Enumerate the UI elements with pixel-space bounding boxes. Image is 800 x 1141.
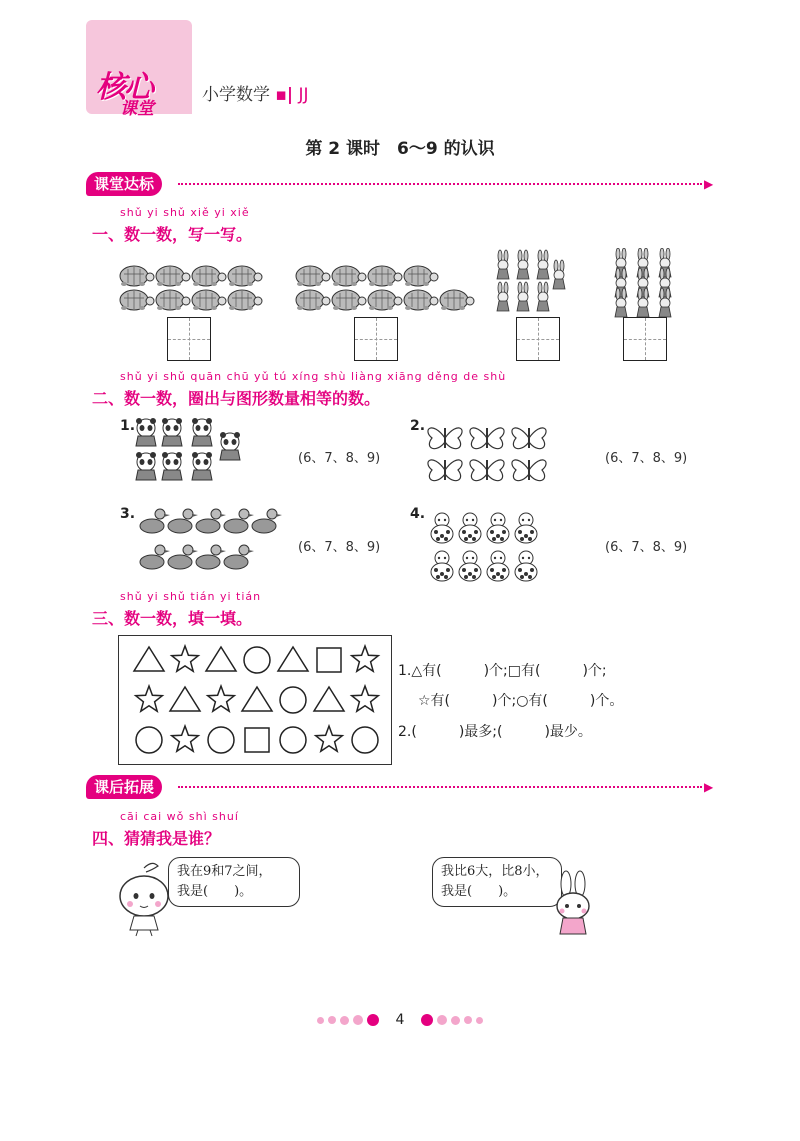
square-shape	[317, 648, 341, 672]
duck-icon	[224, 509, 254, 533]
turtle-icon	[368, 290, 402, 310]
answer-box-4[interactable]	[623, 317, 667, 361]
footer-dot	[437, 1015, 447, 1025]
q2-pinyin: shǔ yi shǔ quān chū yǔ tú xíng shù liàng xiāng děng de shù	[120, 370, 507, 383]
duck-icon	[196, 509, 226, 533]
footer-dot	[340, 1016, 349, 1025]
turtle-icon	[332, 290, 366, 310]
ladybug-icon	[487, 551, 509, 581]
q2-item4-options[interactable]: (6、7、8、9)	[605, 540, 688, 555]
brand-logo	[86, 20, 192, 119]
footer-dot	[421, 1014, 433, 1026]
q3-pinyin: shǔ yi shǔ tián yi tián	[120, 590, 262, 603]
footer-dot	[451, 1016, 460, 1025]
circle-shape	[352, 727, 378, 753]
q2-figures	[130, 418, 690, 590]
footer-dots-left	[315, 1012, 381, 1028]
turtle-icon	[192, 266, 226, 286]
bubble2-line1: 我比6大，比8小，	[441, 864, 549, 879]
page-footer	[0, 1012, 800, 1028]
speech-bubble-2	[432, 857, 562, 907]
rabbit-icon	[497, 250, 509, 279]
answer-box-3[interactable]	[516, 317, 560, 361]
q2-item3-options[interactable]: (6、7、8、9)	[298, 540, 381, 555]
panda-icon	[162, 418, 182, 446]
duck-icon	[140, 545, 170, 569]
q1-pinyin: shǔ yi shǔ xiě yi xiě	[120, 206, 250, 219]
ladybug-icon	[515, 513, 537, 543]
turtle-icon	[296, 290, 330, 310]
turtle-icon	[332, 266, 366, 286]
triangle-shape	[278, 647, 308, 671]
circle-shape	[208, 727, 234, 753]
q2-item1-number: 1.	[120, 418, 136, 434]
star-shape	[208, 686, 235, 711]
footer-dot	[464, 1016, 472, 1024]
circle-shape	[280, 687, 306, 713]
answer-box-1[interactable]	[167, 317, 211, 361]
ladybug-icon	[431, 513, 453, 543]
rabbit-icon	[537, 282, 549, 311]
ladybug-icon	[431, 551, 453, 581]
turtle-icon	[192, 290, 226, 310]
butterfly-icon	[428, 428, 462, 449]
footer-dot	[353, 1015, 363, 1025]
turtle-icon	[228, 290, 262, 310]
star-shape	[172, 646, 199, 671]
turtle-icon	[404, 290, 438, 310]
turtle-icon	[120, 290, 154, 310]
q1-figure-group	[120, 248, 671, 317]
arrow-icon: ▶	[704, 780, 714, 794]
q1-title: 一、数一数，写一写。	[92, 225, 253, 244]
q3-line2: ☆有( )个;○有( )个。	[418, 693, 624, 709]
star-shape	[352, 686, 379, 711]
section-class-header	[86, 172, 716, 198]
bubble1-line2: 我是( )。	[177, 884, 253, 899]
q2-title: 二、数一数，圈出与图形数量相等的数。	[92, 389, 381, 408]
answer-box-2[interactable]	[354, 317, 398, 361]
q3-title: 三、数一数，填一填。	[92, 609, 253, 628]
q2-figure-group	[136, 418, 546, 581]
triangle-shape	[206, 647, 236, 671]
star-shape	[136, 686, 163, 711]
panda-icon	[220, 432, 240, 460]
ladybug-icon	[487, 513, 509, 543]
edition-text: JJ	[298, 85, 309, 105]
circle-shape	[244, 647, 270, 673]
bubble2-line2: 我是( )。	[441, 884, 517, 899]
rabbit-icon	[537, 250, 549, 279]
panda-icon	[136, 418, 156, 446]
footer-dot	[317, 1017, 324, 1024]
turtle-icon	[120, 266, 154, 286]
turtle-icon	[156, 266, 190, 286]
logo-title: 核心	[96, 70, 152, 105]
triangle-shape	[242, 687, 272, 711]
bubble1-line1: 我在9和7之间，	[177, 864, 272, 879]
duck-icon	[196, 545, 226, 569]
rabbit-icon	[497, 282, 509, 311]
q2-item3-number: 3.	[120, 506, 136, 522]
section-after-label: 课后拓展	[86, 775, 162, 799]
circle-shape	[280, 727, 306, 753]
subject-text: 小学数学	[202, 85, 270, 105]
panda-icon	[192, 452, 212, 480]
q4-pinyin: cāi cai wǒ shì shuí	[120, 810, 239, 823]
speech-bubble-1	[168, 857, 300, 907]
triangle-shape	[170, 687, 200, 711]
footer-dot	[476, 1017, 483, 1024]
turtle-icon	[296, 266, 330, 286]
star-shape	[352, 646, 379, 671]
butterfly-icon	[470, 428, 504, 449]
section-class-label: 课堂达标	[86, 172, 162, 196]
q3-line1: 1.△有( )个;□有( )个;	[398, 663, 607, 679]
ladybug-icon	[515, 551, 537, 581]
rabbit-icon	[553, 260, 565, 289]
duck-icon	[140, 509, 170, 533]
butterfly-icon	[512, 428, 546, 449]
logo-subtitle: 课堂	[120, 99, 154, 119]
rabbit-icon	[517, 282, 529, 311]
butterfly-icon	[512, 460, 546, 481]
lesson-title: 第 2 课时 6～9 的认识	[305, 139, 495, 159]
q2-item1-options[interactable]: (6、7、8、9)	[298, 451, 381, 466]
dotted-divider	[178, 183, 702, 185]
star-shape	[172, 726, 199, 751]
footer-dot	[367, 1014, 379, 1026]
turtle-icon	[156, 290, 190, 310]
circle-shape	[136, 727, 162, 753]
page-number: 4	[395, 1012, 405, 1028]
shape-grid-svg	[119, 636, 391, 764]
q4-title: 四、猜猜我是谁？	[92, 829, 221, 848]
section-after-header	[86, 775, 716, 801]
star-shape	[316, 726, 343, 751]
triangle-shape	[314, 687, 344, 711]
edition-mark: ▪|	[275, 85, 294, 105]
panda-icon	[192, 418, 212, 446]
turtle-icon	[368, 266, 402, 286]
ladybug-icon	[459, 551, 481, 581]
q3-line3: 2.( )最多;( )最少。	[398, 724, 592, 740]
dotted-divider	[178, 786, 702, 788]
q2-item2-number: 2.	[410, 418, 426, 434]
arrow-icon: ▶	[704, 177, 714, 191]
turtle-icon	[404, 266, 438, 286]
q2-item4-number: 4.	[410, 506, 426, 522]
triangle-shape	[134, 647, 164, 671]
duck-icon	[224, 545, 254, 569]
butterfly-icon	[470, 460, 504, 481]
turtle-icon	[228, 266, 262, 286]
subject-label	[202, 80, 309, 105]
ladybug-icon	[459, 513, 481, 543]
panda-icon	[136, 452, 156, 480]
butterfly-icon	[428, 460, 462, 481]
rabbit-character-icon	[548, 870, 598, 942]
q2-item2-options[interactable]: (6、7、8、9)	[605, 451, 688, 466]
duck-icon	[168, 545, 198, 569]
rabbit-icon	[517, 250, 529, 279]
duck-icon	[168, 509, 198, 533]
square-shape	[245, 728, 269, 752]
shape-grid	[118, 635, 392, 765]
duck-icon	[252, 509, 282, 533]
footer-dots-right	[419, 1012, 485, 1028]
panda-icon	[162, 452, 182, 480]
footer-dot	[328, 1016, 336, 1024]
turtle-icon	[440, 290, 474, 310]
